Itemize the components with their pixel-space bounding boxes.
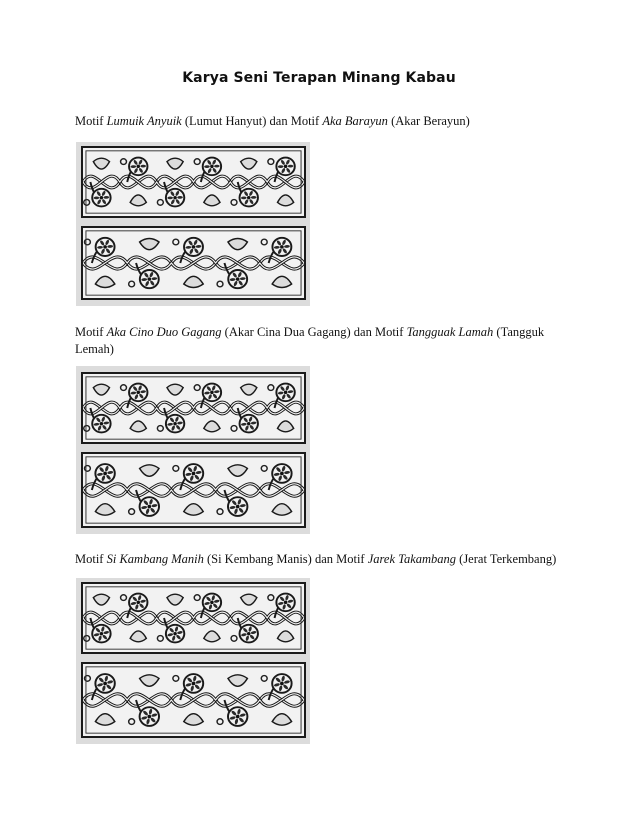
page-title: Karya Seni Terapan Minang Kabau — [182, 70, 456, 86]
ornament-panel-lumuik-anyuik — [81, 146, 306, 218]
ornament-panel-aka-barayun — [81, 226, 306, 300]
caption-text: (Jerat Terkembang) — [456, 552, 557, 566]
caption-section-2 — [75, 324, 575, 358]
ornament-panel-tangguak-lamah — [81, 452, 306, 528]
caption-italic: Aka Cino Duo Gagang — [106, 325, 222, 339]
caption-section-3 — [75, 551, 575, 568]
motif-image-2 — [76, 366, 310, 534]
caption-italic: Si Kambang Manih — [106, 552, 204, 566]
caption-text: Motif — [75, 325, 107, 339]
caption-italic: Tangguak Lamah — [406, 325, 494, 339]
caption-text: (Akar Cina Dua Gagang) dan Motif — [221, 325, 407, 339]
ornament-panel-jarek-takambang — [81, 662, 306, 738]
caption-italic: Jarek Takambang — [367, 552, 457, 566]
motif-image-3 — [76, 578, 310, 744]
ornament-panel-si-kambang-manih — [81, 582, 306, 654]
caption-text: Motif — [75, 114, 107, 128]
caption-text: (Si Kembang Manis) dan Motif — [203, 552, 368, 566]
caption-text: (Tangguk Lemah) — [75, 325, 545, 356]
caption-text: Motif — [75, 552, 107, 566]
ornament-panel-aka-cino-duo-gagang — [81, 372, 306, 444]
caption-italic: Aka Barayun — [322, 114, 388, 128]
caption-section-1 — [75, 113, 575, 130]
motif-image-1 — [76, 142, 310, 306]
caption-text: (Lumut Hanyut) dan Motif — [181, 114, 323, 128]
caption-italic: Lumuik Anyuik — [106, 114, 182, 128]
caption-text: (Akar Berayun) — [387, 114, 470, 128]
